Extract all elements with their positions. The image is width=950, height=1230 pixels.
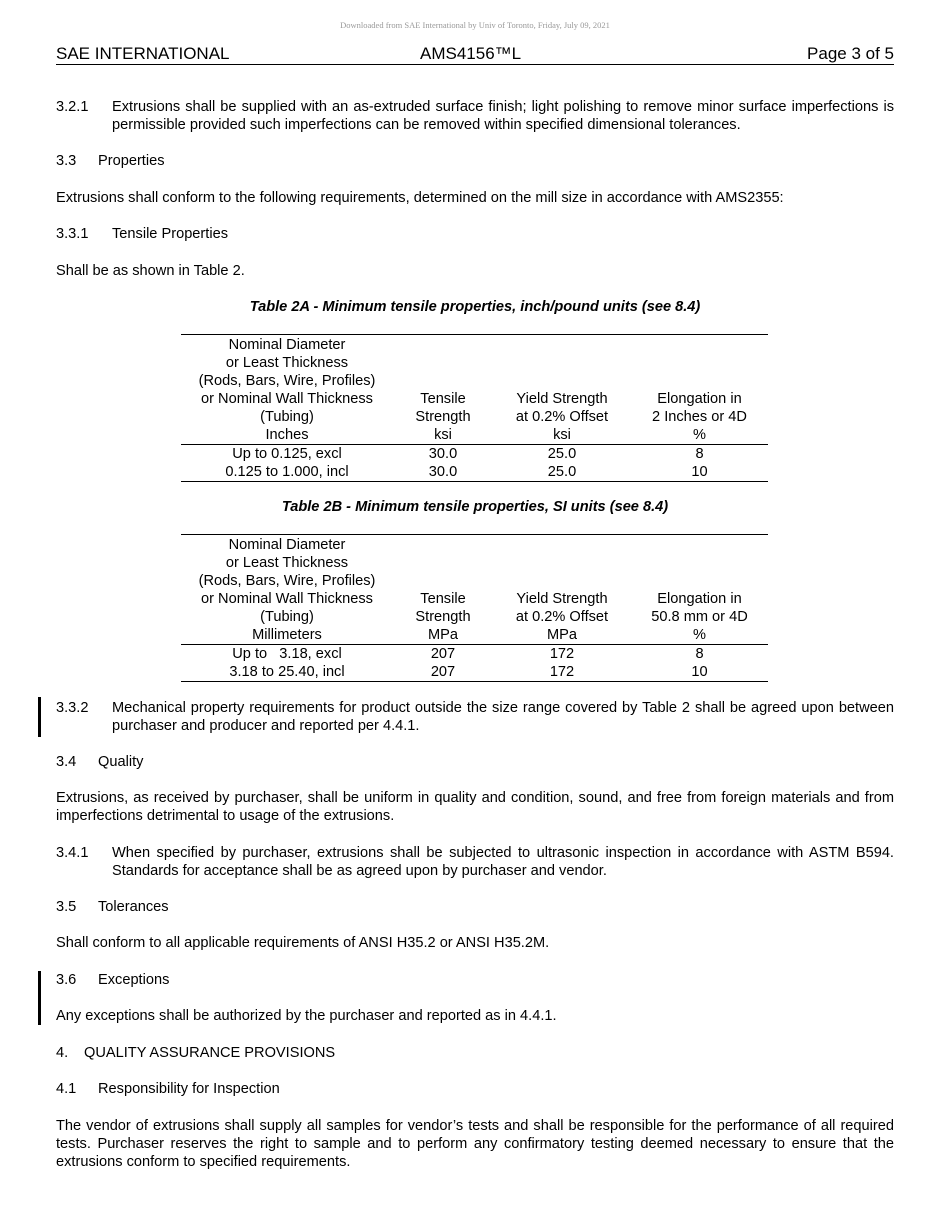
section-number: 3.4	[56, 754, 77, 770]
section-number: 3.3	[56, 153, 77, 169]
table-cell: 172	[549, 646, 575, 662]
column-header-elongation: Elongation in 2 Inches or 4D %	[652, 391, 747, 443]
table-cell: 30.0	[428, 464, 458, 480]
table-header-row	[181, 335, 768, 445]
column-header-tensile-strength: Tensile Strength MPa	[415, 591, 471, 643]
section-title: Tolerances	[98, 899, 169, 915]
section-title: QUALITY ASSURANCE PROVISIONS	[84, 1045, 336, 1061]
table-header-row	[181, 535, 768, 645]
section-title: Tensile Properties	[112, 226, 228, 242]
section-title: Properties	[98, 153, 165, 169]
section-title: Responsibility for Inspection	[98, 1081, 280, 1097]
table-2a-title: Table 2A - Minimum tensile properties, inch/pound units (see 8.4)	[249, 299, 701, 315]
table-row	[181, 645, 768, 664]
paragraph-3-3: Extrusions shall conform to the following requirements, determined on the mill size in accordance with AMS2355:	[56, 190, 784, 206]
section-title: Exceptions	[98, 972, 170, 988]
table-cell: Up to 3.18, excl	[232, 646, 342, 662]
column-header-yield-strength: Yield Strength at 0.2% Offset ksi	[515, 391, 609, 443]
table-cell: 10	[691, 664, 708, 680]
table-2b-title: Table 2B - Minimum tensile properties, SI units (see 8.4)	[281, 499, 669, 515]
paragraph-3-3-1: Shall be as shown in Table 2.	[56, 263, 245, 279]
table-cell: 30.0	[428, 446, 458, 462]
table-cell: Up to 0.125, excl	[232, 446, 342, 462]
section-text: Extrusions shall be supplied with an as-extruded surface finish; light polishing to remove minor surface imperfections is permissible provided such imperfections can be removed within specified dimensional tolerances.	[112, 99, 894, 133]
section-number: 3.3.2	[56, 700, 89, 716]
section-text: Mechanical property requirements for product outside the size range covered by Table 2 shall be agreed upon between purchaser and producer and reported per 4.4.1.	[112, 700, 894, 734]
column-header-nominal-size: Nominal Diameter or Least Thickness (Rods, Bars, Wire, Profiles) or Nominal Wall Thickness (Tubing) Millimeters	[198, 537, 376, 643]
table-cell: 10	[691, 464, 708, 480]
revision-change-bar	[38, 697, 41, 737]
table-2b	[181, 534, 768, 682]
table-row	[181, 463, 768, 482]
column-header-nominal-size: Nominal Diameter or Least Thickness (Rods, Bars, Wire, Profiles) or Nominal Wall Thickness (Tubing) Inches	[198, 337, 376, 443]
column-header-elongation: Elongation in 50.8 mm or 4D %	[651, 591, 748, 643]
section-number: 3.5	[56, 899, 77, 915]
paragraph-4-1: The vendor of extrusions shall supply all samples for vendor’s tests and shall be responsible for the performance of all required tests. Purchaser reserves the right to sample and to perform any confirmatory testing deemed necessary to ensure that the extrusions conform to specified requirements.	[56, 1118, 894, 1170]
section-number: 3.6	[56, 972, 77, 988]
paragraph-3-4: Extrusions, as received by purchaser, shall be uniform in quality and condition, sound, and free from foreign materials and from imperfections detrimental to usage of the extrusions.	[56, 790, 894, 824]
table-2a	[181, 334, 768, 482]
table-row	[181, 663, 768, 682]
column-header-yield-strength: Yield Strength at 0.2% Offset MPa	[515, 591, 609, 643]
table-cell: 8	[695, 446, 704, 462]
table-row	[181, 445, 768, 464]
table-cell: 207	[430, 664, 456, 680]
paragraph-3-6: Any exceptions shall be authorized by the purchaser and reported as in 4.4.1.	[56, 1008, 557, 1024]
section-text: When specified by purchaser, extrusions shall be subjected to ultrasonic inspection in accordance with ASTM B594. Standards for acceptance shall be as agreed upon by purchaser and vendor.	[112, 845, 894, 879]
header-document-number: AMS4156™L	[420, 44, 522, 63]
page-header	[56, 44, 894, 65]
paragraph-3-5: Shall conform to all applicable requirements of ANSI H35.2 or ANSI H35.2M.	[56, 935, 550, 951]
header-page-number: Page 3 of 5	[807, 44, 894, 63]
table-cell: 172	[549, 664, 575, 680]
section-number: 3.2.1	[56, 99, 89, 115]
download-banner: Downloaded from SAE International by Univ of Toronto, Friday, July 09, 2021	[340, 20, 610, 30]
table-cell: 8	[695, 646, 704, 662]
column-header-tensile-strength: Tensile Strength ksi	[415, 391, 471, 443]
section-number: 3.4.1	[56, 845, 89, 861]
table-cell: 25.0	[547, 446, 577, 462]
revision-change-bar	[38, 971, 41, 1025]
table-cell: 3.18 to 25.40, incl	[229, 664, 345, 680]
table-cell: 207	[430, 646, 456, 662]
section-title: Quality	[98, 754, 144, 770]
header-organization: SAE INTERNATIONAL	[56, 44, 230, 63]
section-number: 4.1	[56, 1081, 77, 1097]
table-cell: 0.125 to 1.000, incl	[225, 464, 349, 480]
section-number: 4.	[56, 1045, 69, 1061]
section-number: 3.3.1	[56, 226, 89, 242]
table-cell: 25.0	[547, 464, 577, 480]
